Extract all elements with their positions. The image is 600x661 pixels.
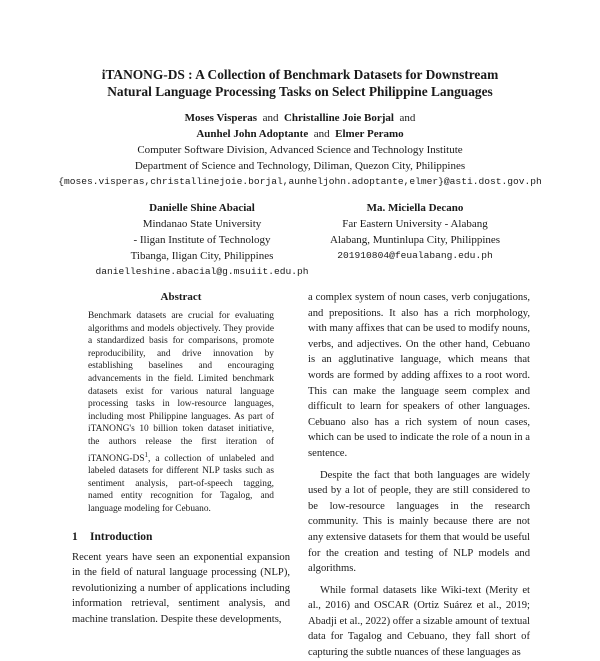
author-right-name: Ma. Miciella Decano — [366, 202, 464, 214]
author-name: Elmer Peramo — [335, 128, 404, 140]
right-column — [308, 290, 530, 661]
author-block — [20, 110, 580, 190]
author-left-email: danielleshine.abacial@g.msuiit.edu.ph — [95, 266, 309, 277]
author-name: Moses Visperas — [184, 112, 258, 124]
body-paragraph-2: Despite the fact that both languages are widely used by a lot of people, they are still considered to be low-resource languages in the research community. This is mainly because there are not any extensive datasets for them that would be useful for the creation and testing of NLP models and algorithms. — [308, 469, 530, 575]
left-column — [72, 290, 290, 628]
author-left-block — [72, 200, 332, 280]
author-line-1: Moses Visperas and Christalline Joie Borjal and — [184, 112, 416, 124]
author-right-block — [300, 200, 530, 264]
author-left-line1: Mindanao State University — [142, 218, 262, 230]
author-emails: {moses.visperas,christallinejoie.borjal,aunheljohn.adoptante,elmer}@asti.dost.gov.ph — [58, 176, 542, 187]
title-line-1: iTANONG-DS : A Collection of Benchmark Datasets for Downstream — [101, 67, 499, 82]
author-left-name: Danielle Shine Abacial — [149, 202, 255, 214]
author-right-email: 201910804@feualabang.edu.ph — [337, 250, 493, 261]
body-paragraph-3: While formal datasets like Wiki-text (Merity et al., 2016) and OSCAR (Ortiz Suárez et al., 2019; Abadji et al., 2022) offer a sizable amount of textual data for Tagalog and Cebuano, they fall short of capturing the subtle nuances of these languages as — [308, 584, 530, 659]
affiliation-line-2: Department of Science and Technology, Diliman, Quezon City, Philippines — [134, 160, 466, 172]
author-left-line2: - Iligan Institute of Technology — [133, 234, 271, 246]
body-paragraph-1: a complex system of noun cases, verb conjugations, and prepositions. It also has a rich morphology, with many affixes that can be used to modify nouns, verbs, and adjectives. On the other hand, Cebuano is an agglutinative language, which means that words are formed by adding affixes to a root word. This can make the language seem complex and difficult to learn for speakers of other languages. Cebuano also has a rich system of noun cases, which can be used to indicate the role of a noun in a sentence. — [308, 292, 530, 459]
author-name: Christalline Joie Borjal — [283, 112, 394, 124]
section-heading — [72, 530, 290, 544]
abstract-text: Benchmark datasets are crucial for evaluating algorithms and models objectively. They provide a standardized basis for comparisons, promote reproducibility, and drive innovation by establishing baselines and encouraging advancements in the field. Limited benchmark datasets exist for various natural language processing tasks in low-resource languages, including most Philippine languages. As part of iTANONG's 10 billion token dataset initiative, the authors release the first iteration of iTANONG-$DS^1$, a collection of unlabeled and labeled datasets for different NLP tasks such as sentiment analysis, part-of-speech tagging, named entity recognition for Tagalog, and language modeling for Cebuano. — [88, 311, 274, 515]
section-number: 1 — [72, 530, 78, 543]
paper-title — [40, 66, 560, 100]
footnote-marker: 1 — [144, 450, 149, 459]
affiliation-line-1: Computer Software Division, Advanced Science and Technology Institute — [137, 144, 463, 156]
author-name: Aunhel John Adoptante — [196, 128, 309, 140]
title-line-2: Natural Language Processing Tasks on Select Philippine Languages — [107, 84, 493, 99]
author-right-line1: Far Eastern University - Alabang — [342, 218, 488, 230]
author-left-line3: Tibanga, Iligan City, Philippines — [130, 250, 274, 262]
author-line-2: Aunhel John Adoptante and Elmer Peramo — [196, 128, 404, 140]
abstract-heading: Abstract — [160, 291, 202, 303]
author-right-line2: Alabang, Muntinlupa City, Philippines — [329, 234, 501, 246]
intro-paragraph: Recent years have seen an exponential expansion in the field of natural language processing (NLP), revolutionizing a number of applications including information retrieval, sentiment analysis, and machine translation. Despite these developments, — [72, 551, 290, 625]
section-title: Introduction — [90, 530, 153, 543]
